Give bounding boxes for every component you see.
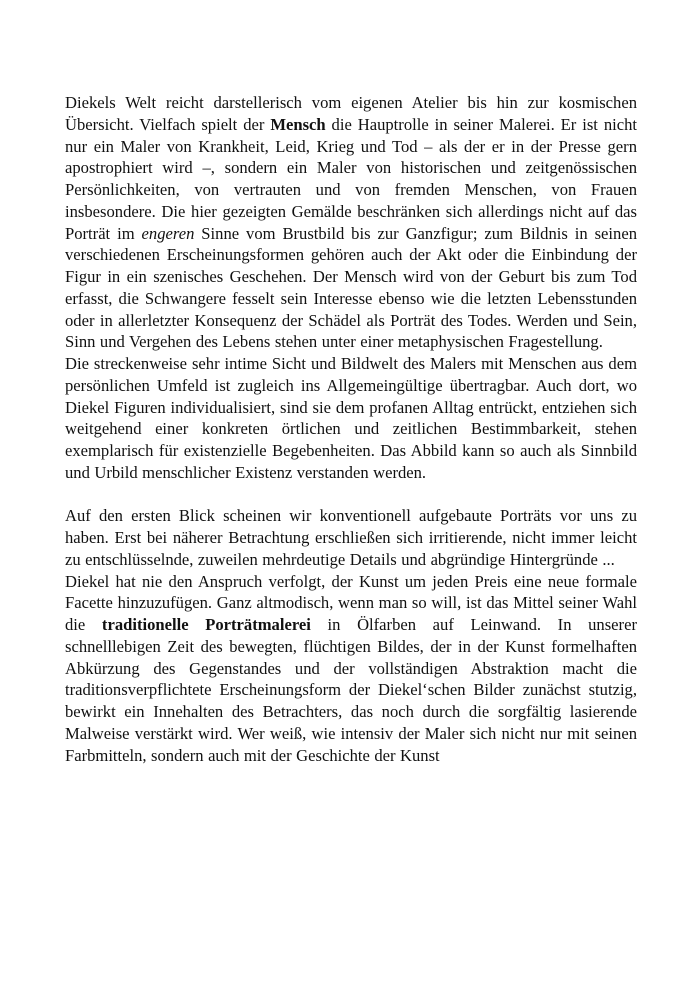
text-run: Diekel hat nie den Anspruch verfolgt, der Kunst um jeden Preis eine neue formale Facette hinzuzufügen. Ganz altmodisch, wenn man so will, ist das Mittel seiner Wahl die [65, 571, 637, 634]
bold-emphasis: traditionelle Porträtmalerei [101, 615, 311, 634]
text-run: Auf den ersten Blick scheinen wir konventionell aufgebaute Porträts vor uns zu haben. Erst bei näherer Betrachtung erschließen sich irritierende, nicht immer leicht zu entschlüsselnde, zuweilen mehrdeutige Details und abgründige Hintergründe ... [65, 506, 637, 569]
body-paragraph [65, 353, 637, 484]
italic-emphasis: engeren [141, 223, 195, 243]
body-paragraph [65, 571, 637, 767]
paragraph-block [65, 505, 637, 766]
text-run: in Ölfarben auf Leinwand. In unserer schnelllebigen Zeit des bewegten, flüchtigen Bildes, der in der Kunst formelhaften Abkürzung des Gegenstandes und der vollständigen Abstraktion macht die traditionsverpflichtete Erscheinungsform der Diekel‘schen Bilder zunächst stutzig, bewirkt ein Innehalten des Betrachters, das noch durch die sorgfältig lasierende Malweise verstärkt wird. Wer weiß, wie intensiv der Maler sich nicht nur mit seinen Farbmitteln, sondern auch mit der Geschichte der Kunst [65, 615, 637, 765]
text-run: Sinne vom Brustbild bis zur Ganzfigur; zum Bildnis in seinen verschiedenen Erscheinungsformen gehören auch der Akt oder die Einbindung der Figur in ein szenisches Geschehen. Der Mensch wird von der Geburt bis zum Tod erfasst, die Schwangere fesselt sein Interesse ebenso wie die letzten Lebensstunden oder in allerletzter Konsequenz der Schädel als Porträt des Todes. Werden und Sein, Sinn und Vergehen des Lebens stehen unter einer metaphysischen Fragestellung. [65, 223, 637, 352]
text-run: Die streckenweise sehr intime Sicht und Bildwelt des Malers mit Menschen aus dem persönlichen Umfeld ist zugleich ins Allgemeingültige übertragbar. Auch dort, wo Diekel Figuren individualisiert, sind sie dem profanen Alltag entrückt, entziehen sich weitgehend einer konkreten örtlichen und zeitlichen Bestimmbarkeit, stehen exemplarisch für existenzielle Begebenheiten. Das Abbild kann so auch als Sinnbild und Urbild menschlicher Existenz verstanden werden. [65, 354, 637, 482]
body-paragraph [65, 505, 637, 570]
text-run: Diekels Welt reicht darstellerisch vom eigenen Atelier bis hin zur kosmischen Übersicht. Vielfach spielt der [65, 93, 637, 134]
bold-emphasis: Mensch [270, 114, 326, 134]
text-run: die Hauptrolle in seiner Malerei. Er ist nicht nur ein Maler von Krankheit, Leid, Krieg und Tod – als der er in der Presse gern apostrophiert wird –, sondern ein Maler von historischen und zeitgenössischen Persönlichkeiten, von vertrauten und von fremden Menschen, von Frauen insbesondere. Die hier gezeigten Gemälde beschränken sich allerdings nicht auf das Porträt im [65, 114, 638, 243]
paragraph-block [65, 92, 637, 484]
body-paragraph [65, 92, 637, 353]
text-column [65, 92, 637, 766]
